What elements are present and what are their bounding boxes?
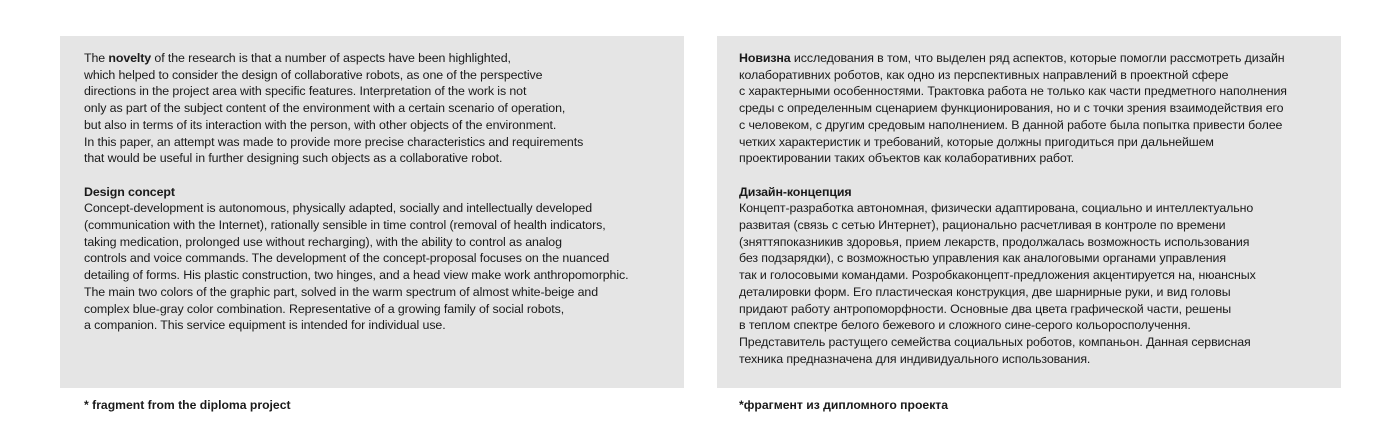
design-concept-line: taking medication, prolonged use without recharging), with the ability to control as analog bbox=[84, 234, 562, 249]
design-concept-line: техника предназначена для индивидуального использования. bbox=[739, 351, 1091, 366]
novelty-line: колаборативних роботов, как одно из перспективных направлений в проектной сфере bbox=[739, 67, 1229, 82]
design-concept-line: в теплом спектре белого бежевого и сложного сине-серого кольоросполучення. bbox=[739, 318, 1191, 333]
novelty-line: четких характеристик и требований, которые должны пригодиться при дальнейшем bbox=[739, 134, 1214, 149]
novelty-line: but also in terms of its interaction with the person, with other objects of the environment. bbox=[84, 117, 557, 132]
russian-footnote: *фрагмент из дипломного проекта bbox=[739, 398, 949, 412]
novelty-line: проектировании таких объектов как колаборативних работ. bbox=[739, 151, 1074, 166]
design-concept-line: придают работу антропоморфности. Основные два цвета графической части, решены bbox=[739, 301, 1232, 316]
design-concept-line: The main two colors of the graphic part, solved in the warm spectrum of almost white-beige and bbox=[84, 284, 599, 299]
design-concept-line: развитая (связь с сетью Интернет), рационально расчетливая в контроле по времени bbox=[739, 218, 1226, 233]
design-concept-line: detailing of forms. His plastic construction, two hinges, and a head view make work anthropomorphic. bbox=[84, 268, 629, 283]
design-concept-line: деталировки форм. Его пластическая конструкция, две шарнирные руки, и вид головы bbox=[739, 284, 1231, 299]
design-concept-line: без подзарядки), с возможностью управления как аналоговыми органами управления bbox=[739, 251, 1226, 266]
design-concept-line: Представитель растущего семейства социальных роботов, компаньон. Данная сервисная bbox=[739, 334, 1251, 349]
novelty-line: directions in the project area with specific features. Interpretation of the work is not bbox=[84, 84, 527, 99]
design-concept-line: (communication with the Internet), rationally sensible in time control (removal of health indicators, bbox=[84, 218, 606, 233]
design-concept-line: (зняттяпоказникив здоровья, прием лекарств, продолжалась возможность использования bbox=[739, 234, 1250, 249]
design-concept-line: Концепт-разработка автономная, физически адаптирована, социально и интеллектуально bbox=[739, 201, 1254, 216]
novelty-line: only as part of the subject content of the environment with a certain scenario of operation, bbox=[84, 101, 566, 116]
novelty-line: среды с определенным сценарием функционирования, но и с точки зрения взаимодействия его bbox=[739, 101, 1284, 116]
design-concept-line: controls and voice commands. The development of the concept-proposal focuses on the nuanced bbox=[84, 251, 610, 266]
design-concept-heading: Design concept bbox=[84, 184, 175, 199]
novelty-keyword: Новизна bbox=[739, 51, 791, 65]
design-concept-line: Concept-development is autonomous, physically adapted, socially and intellectually developed bbox=[84, 201, 593, 216]
novelty-line: с характерными особенностями. Трактовка работа не только как части предметного наполнения bbox=[739, 84, 1287, 99]
novelty-line: с человеком, с другим средовым наполнением. В данной работе была попытка привести более bbox=[739, 117, 1283, 132]
novelty-line: The novelty of the research is that a number of aspects have been highlighted, bbox=[84, 51, 511, 65]
novelty-keyword: novelty bbox=[108, 51, 152, 65]
design-concept-heading: Дизайн-концепция bbox=[739, 184, 852, 199]
design-concept-line: complex blue-gray color combination. Representative of a growing family of social robots, bbox=[84, 301, 565, 316]
novelty-line: Новизна исследования в том, что выделен ряд аспектов, которые помогли рассмотреть дизайн bbox=[739, 51, 1285, 65]
english-footnote: * fragment from the diploma project bbox=[84, 398, 291, 412]
novelty-line: that would be useful in further designing such objects as a collaborative robot. bbox=[84, 151, 503, 166]
design-concept-line: a companion. This service equipment is intended for individual use. bbox=[84, 318, 446, 333]
russian-text-panel bbox=[717, 36, 1341, 388]
novelty-line: which helped to consider the design of collaborative robots, as one of the perspective bbox=[84, 67, 543, 82]
design-concept-line: так и голосовыми командами. Розробкаконцепт-предложения акцентируется на, нюансных bbox=[739, 268, 1256, 283]
novelty-line: In this paper, an attempt was made to provide more precise characteristics and requirements bbox=[84, 134, 584, 149]
english-text-panel bbox=[60, 36, 684, 388]
